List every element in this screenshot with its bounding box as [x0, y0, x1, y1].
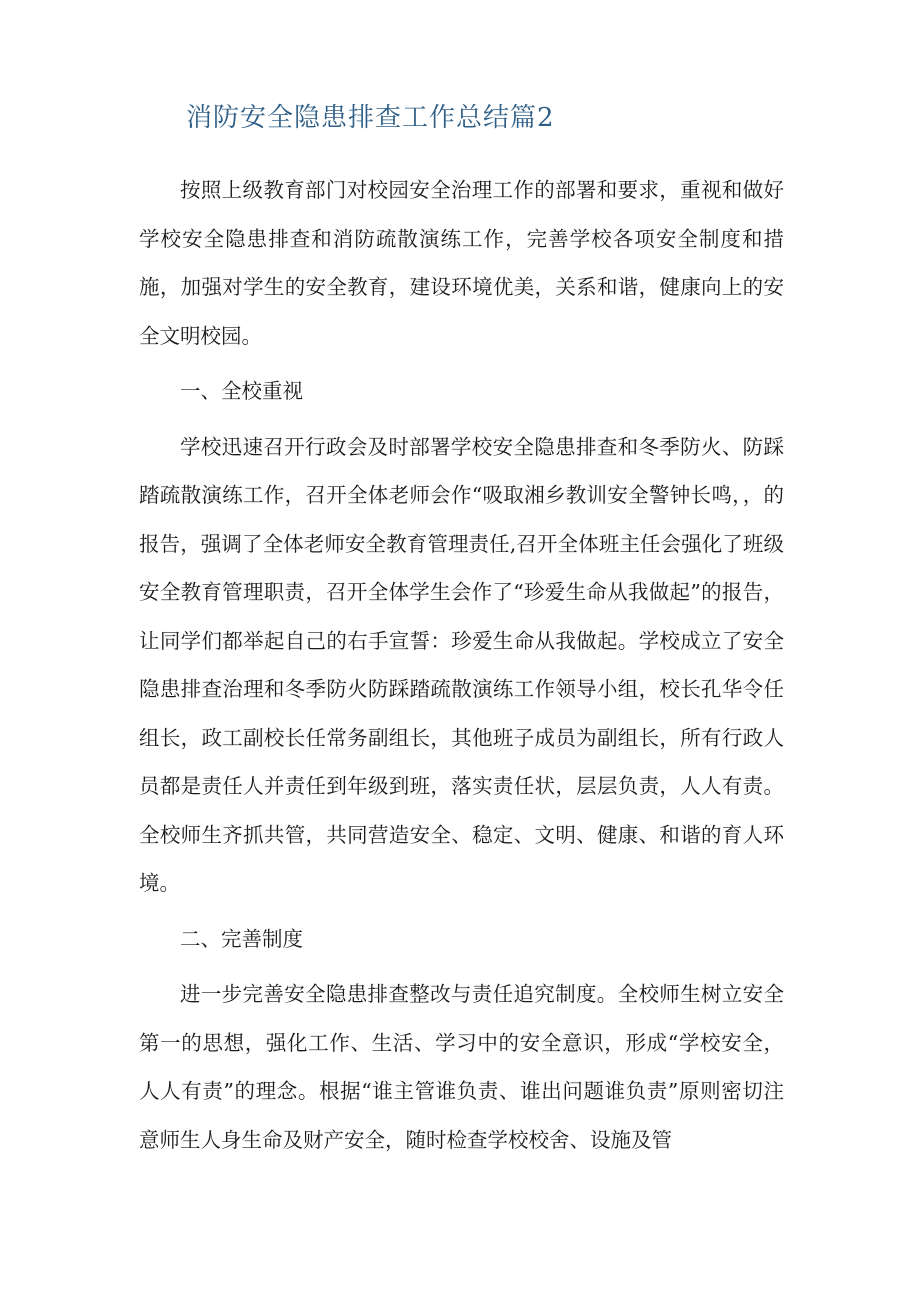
intro-paragraph: 按照上级教育部门对校园安全治理工作的部署和要求，重视和做好学校安全隐患排查和消防疏散演练工作，完善学校各项安全制度和措施，加强对学生的安全教育，建设环境优美，关系和谐，健康向上的安全文明校园。	[139, 178, 784, 348]
document-body	[139, 166, 784, 1171]
section-heading-1: 一、全校重视	[180, 379, 303, 403]
section-heading-2: 二、完善制度	[180, 926, 303, 951]
section-1-paragraph: 学校迅速召开行政会及时部署学校安全隐患排查和冬季防火、防踩踏疏散演练工作，召开全体老师会作“吸取湘乡教训安全警钟长鸣，，的报告，强调了全体老师安全教育管理责任,召开全体班主任会强化了班级安全教育管理职责，召开全体学生会作了“珍爱生命从我做起”的报告，让同学们都举起自己的右手宣誓：珍爱生命从我做起。学校成立了安全隐患排查治理和冬季防火防踩踏疏散演练工作领导小组，校长孔华令任组长，政工副校长任常务副组长，其他班子成员为副组长，所有行政人员都是责任人并责任到年级到班，落实责任状，层层负责，人人有责。全校师生齐抓共管，共同营造安全、稳定、文明、健康、和谐的育人环境。	[139, 434, 784, 895]
document-title: 消防安全隐患排查工作总结篇2	[186, 103, 555, 133]
section-2-paragraph: 进一步完善安全隐患排查整改与责任追究制度。全校师生树立安全第一的思想，强化工作、生活、学习中的安全意识，形成“学校安全，人人有责”的理念。根据“谁主管谁负责、谁出问题谁负责”原则密切注意师生人身生命及财产安全，随时检查学校校舍、设施及管	[139, 982, 784, 1152]
